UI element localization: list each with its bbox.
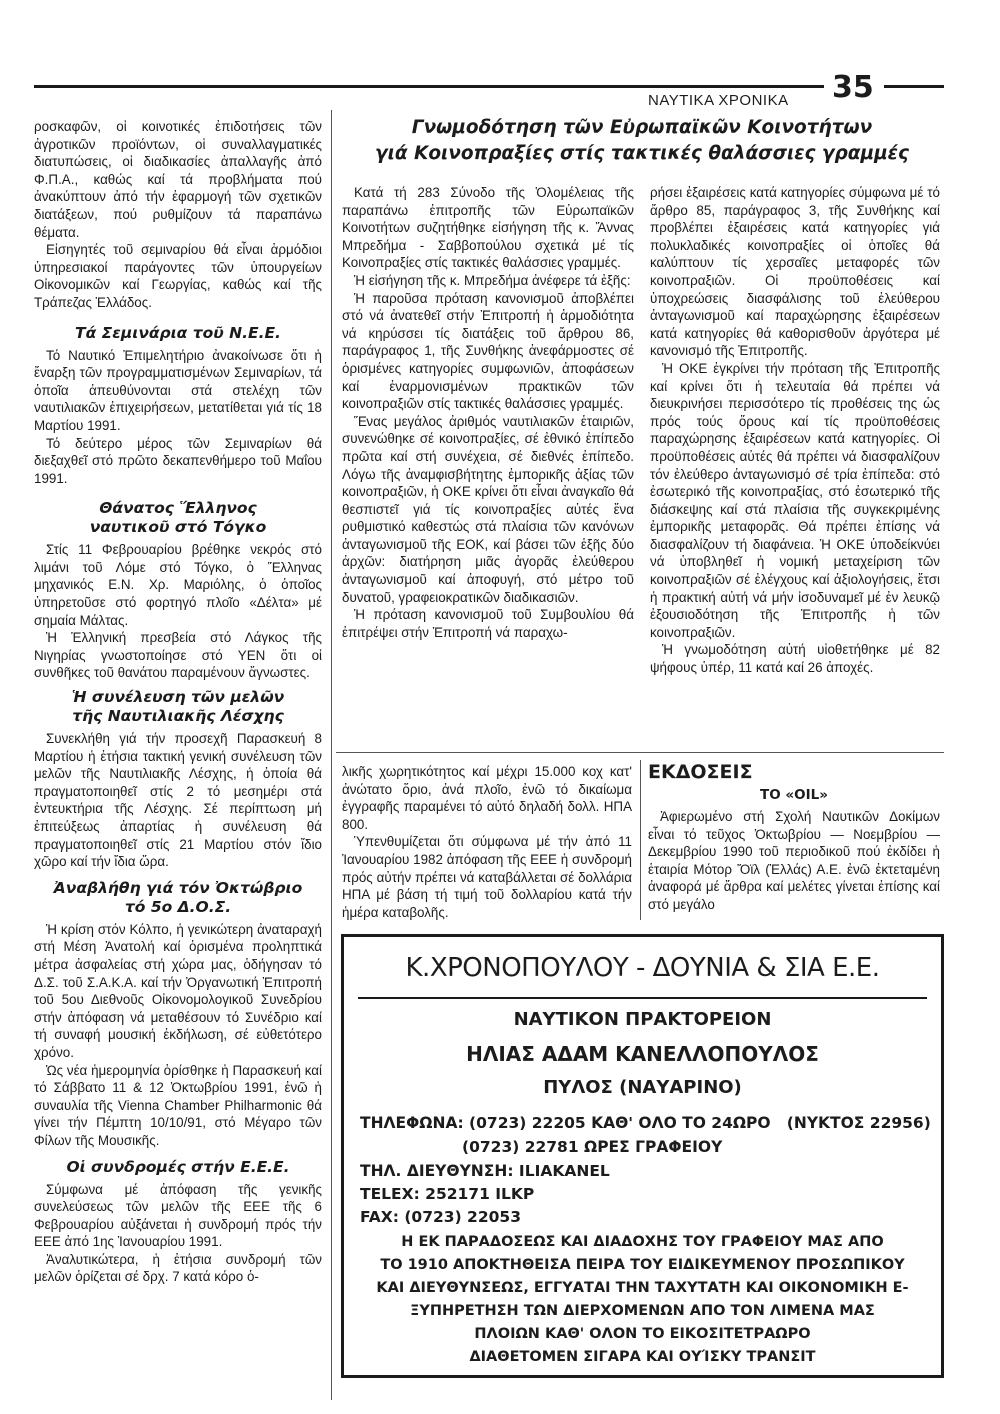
ad-agent-name: ΗΛΙΑΣ ΑΔΑΜ ΚΑΝΕΛΛΟΠΟΥΛΟΣ — [466, 1042, 819, 1066]
section-heading-seminars: Τά Σεμινάρια τοῦ Ν.Ε.Ε. — [75, 323, 281, 342]
ad-fax: FAX: (0723) 22053 — [360, 1208, 521, 1226]
page-number: 35 — [832, 70, 874, 105]
paragraph: ροσκαφῶν, οἱ κοινοτικές ἐπιδοτήσεις τῶν ἀγροτικῶν προϊόντων, οἱ συναλλαγματικές διατυπώσεις, οἱ διαδικασίες ἀπαλλαγῆς ἀπό Φ.Π.Α., καθώς καί τά προβλήματα πού ἀνακύπτουν ἀπό τήν ἐφαρμογή τῶν σχετικῶν διατάξεων, πού ρυθμίζουν τά παραπάνω θέματα. — [34, 119, 322, 240]
paragraph: λικῆς χωρητικότητος καί μέχρι 15.000 κοχ κατ' ἀνώτατο ὅριο, ἀνά πλοῖο, ἐνῶ τό δικαίωμα ἐγγραφῆς παραμένει τό αὐτό δηλαδή δολλ. ΗΠΑ 800. — [342, 764, 632, 832]
header-rule-left — [34, 85, 824, 88]
paragraph: Ἡ Ἑλληνική πρεσβεία στό Λάγκος τῆς Νιγηρίας γνωστοποίησε στό ΥΕΝ ὅτι οἱ συνθῆκες τοῦ θανάτου παραμένουν ἄγνωστες. — [34, 630, 322, 681]
section-heading-death-line2: ναυτικοῦ στό Τόγκο — [89, 518, 267, 537]
ad-text-line: ΤΟ 1910 ΑΠΟΚΤΗΘΕΙΣΑ ΠΕΙΡΑ ΤΟΥ ΕΙΔΙΚΕΥΜΕΝΟΥ ΠΡΟΣΩΠΙΚΟΥ — [380, 1257, 905, 1273]
paragraph: Ἡ πρόταση κανονισμοῦ τοῦ Συμβουλίου θά ἐπιτρέψει στήν Ἐπιτροπή νά παραχω- — [342, 607, 634, 640]
article-title-line2: γιά Κοινοπραξίες στίς τακτικές θαλάσσιες γραμμές — [375, 143, 909, 164]
article-column-2 — [342, 184, 634, 641]
ad-rule — [358, 997, 927, 999]
ad-agency: ΝΑΥΤΙΚΟΝ ΠΡΑΚΤΟΡΕΙΟΝ — [513, 1009, 772, 1030]
publications-heading: ΕΚΔΟΣΕΙΣ — [648, 761, 753, 783]
paragraph: Ἀφιερωμένο στή Σχολή Ναυτικῶν Δοκίμων εἶναι τό τεῦχος Ὀκτωβρίου — Νοεμβρίου — Δεκεμβρίου 1990 τοῦ περιοδικοῦ πού ἐκδίδει ἡ ἑταιρία Μότορ Ὄϊλ (Ἑλλάς) Α.Ε. ἐνῶ ἐκτεταμένη ἀναφορά μέ ἄρθρα καί μελέτες γίνεται ἐπίσης καί στό μεγάλο — [648, 809, 940, 912]
ad-telex: TELEX: 252171 ILKP — [360, 1185, 535, 1203]
ad-footer: ΔΙΑΘΕΤΟΜΕΝ ΣΙΓΑΡΑ ΚΑΙ ΟΥΊΣΚΥ ΤΡΑΝΣΙΤ — [469, 1349, 816, 1365]
subscriptions-continuation — [342, 763, 632, 921]
paragraph: Κατά τή 283 Σύνοδο τῆς Ὁλομέλειας τῆς παραπάνω ἐπιτροπῆς τῶν Εὐρωπαϊκῶν Κοινοτήτων συζητήθηκε εἰσήγηση τῆς κ. Ἄννας Μπρεδήμα - Σαββοπούλου σχετικά μέ τίς Κοινοπραξίες στίς τακτικές θαλάσσιες γραμμές. — [342, 185, 634, 271]
article-bottom-rule — [336, 752, 944, 753]
paragraph: Ὑπενθυμίζεται ὅτι σύμφωνα μέ τήν ἀπό 11 Ἰανουαρίου 1982 ἀπόφαση τῆς ΕΕΕ ἡ συνδρομή πρός αὐτήν πρέπει νά καταβάλλεται σέ δολλάρια ΗΠΑ μέ βάση τή τιμή τοῦ δολλαρίου κατά τήν ἡμέρα καταβολῆς. — [342, 834, 632, 920]
publications-section — [648, 760, 940, 914]
paragraph: Ἡ κρίση στόν Κόλπο, ἡ γενικώτερη ἀναταραχή στή Μέση Ἀνατολή καί ὁρισμένα προληπτικά μέτρα ἀσφαλείας στή χώρα μας, ὁδήγησαν τό Δ.Σ. τοῦ Σ.Α.Κ.Α. καί τήν Ὀργανωτική Ἐπιτροπή τοῦ 5ου Διεθνοῦς Οἰκονομολογικοῦ Συνεδρίου στήν ἀπόφαση νά μεταθέσουν τό Συνέδριο καί τή συναφή μουσική ἐκδήλωση, σέ εὐθετότερο χρόνο. — [34, 921, 322, 1060]
paragraph: Ἡ παροῦσα πρόταση κανονισμοῦ ἀποβλέπει στό νά ἀνατεθεῖ στήν Ἐπιτροπή ἡ ἁρμοδιότητα νά κηρύσσει τίς διατάξεις τοῦ ἄρθρου 86, παράγραφος 1, τῆς Συνθήκης ἀνεφάρμοστες σέ ὁρισμένες κατηγορίες συμφωνιῶν, ἀποφάσεων καί ἐναρμονισμένων πρακτικῶν τῶν κοινοπραξιῶν στίς τακτικές θαλάσσιες γραμμές. — [342, 290, 634, 412]
section-heading-subscriptions: Οἱ συνδρομές στήν Ε.Ε.Ε. — [66, 1157, 290, 1176]
column-divider — [331, 110, 332, 1400]
paragraph: Σύμφωνα μέ ἀπόφαση τῆς γενικῆς συνελεύσεως τῶν μελῶν τῆς ΕΕΕ τῆς 6 Φεβρουαρίου αὐξάνεται ἡ συνδρομή πρός τήν ΕΕΕ ἀπό 1ης Ἰανουαρίου 1991. — [34, 1181, 322, 1250]
ad-location: ΠΥΛΟΣ (ΝΑΥΑΡΙΝΟ) — [543, 1077, 742, 1098]
ad-text-line: ΚΑΙ ΔΙΕΥΘΥΝΣΕΩΣ, ΕΓΓΥΑΤΑΙ ΤΗΝ ΤΑΧΥΤΑΤΗ ΚΑΙ ΟΙΚΟΝΟΜΙΚΗ Ε- — [376, 1280, 909, 1296]
paragraph: Ἡ γνωμοδότηση αὐτή υἱοθετήθηκε μέ 82 ψήφους ὑπέρ, 11 κατά καί 26 ἀποχές. — [650, 642, 940, 676]
section-heading-assembly: Ἡ συνέλευση τῶν μελῶν — [71, 688, 285, 707]
paragraph: Εἰσηγητές τοῦ σεμιναρίου θά εἶναι ἁρμόδιοι ὑπηρεσιακοί παράγοντες τῶν ὑπουργείων Οἰκονομικῶν καί Γεωργίας, καθώς καί τῆς Τράπεζας Ἑλλάδος. — [34, 242, 322, 310]
article-title-line1: Γνωμοδότηση τῶν Εὐρωπαϊκῶν Κοινοτήτων — [411, 117, 873, 138]
paragraph: Συνεκλήθη γιά τήν προσεχῆ Παρασκευή 8 Μαρτίου ἡ ἐτήσια τακτική γενική συνέλευση τῶν μελῶν τῆς Ναυτιλιακῆς Λέσχης, ἡ ὁποία θά πραγματοποιηθεῖ στίς 2 τό μεσημέρι στά ἐντευκτήρια τῆς Λέσχης. Σέ περίπτωση μή ἐπιτεύξεως ἀπαρτίας ἡ συνέλευση θά πραγματοποιηθεῖ στίς 21 Μαρτίου στόν ἴδιο χῶρο καί τήν ἴδια ὥρα. — [34, 731, 322, 870]
paragraph: Στίς 11 Φεβρουαρίου βρέθηκε νεκρός στό λιμάνι τοῦ Λόμε στό Τόγκο, ὁ Ἕλληνας μηχανικός Ε.Ν. Χρ. Μαριόλης, ὁ ὁποῖος ὑπηρετοῦσε στό φορτηγό πλοῖο «Δέλτα» μέ σημαία Μάλτας. — [34, 542, 322, 628]
section-heading-postpone-line2: τό 5ο Δ.Ο.Σ. — [124, 897, 232, 916]
ad-phones: ΤΗΛΕΦΩΝΑ: (0723) 22205 ΚΑΘ' ΟΛΟ ΤΟ 24ΩΡΟ (ΝΥΚΤΟΣ 22956) — [360, 1114, 931, 1132]
intro-text — [34, 118, 322, 312]
publication-title: ΝΑΥΤΙΚΑ ΧΡΟΝΙΚΑ — [648, 92, 789, 109]
paragraph: Ἡ ΟΚΕ ἐγκρίνει τήν πρόταση τῆς Ἐπιτροπῆς καί κρίνει ὅτι ἡ τελευταία θά πρέπει νά διευκρινήσει περισσότερο τίς προθέσεις της ὡς πρός τούς ὅρους καί τίς προϋποθέσεις παραχώρησης ἐξαιρέσεων κατά κατηγορίες. Οἱ προϋποθέσεις αὐτές θά πρέπει νά διασφαλίζουν τόν ἐλεύθερο ἀνταγωνισμό σέ τρία ἐπίπεδα: στό ἐσωτερικό τῆς κοινοπραξίας, στό ἐσωτερικό τῆς διάσκεψης καί στά πλαίσια τῆς συγκεκριμένης ἐμπορικῆς μεταφορᾶς. Θά πρέπει ἐπίσης νά διασφαλίζουν τή διαφάνεια. Ἡ ΟΚΕ ὑποδείκνύει νά ὑποβληθεῖ ἡ νομική μεταχείριση τῶν κοινοπραξιῶν σέ ἐλέγχους καί ἀξιολογήσεις, ἔτσι ἡ πρακτική αὐτή νά μήν ἰσοδυναμεῖ μέ ἐν λευκῷ ἐξουσιοδότηση τῆς Ἐπιτροπῆς ἡ τῶν κοινοπραξιῶν. — [650, 360, 940, 640]
article-column-3 — [650, 184, 940, 677]
publications-subheading: ΤΟ «OIL» — [760, 787, 828, 803]
article-title — [340, 115, 944, 167]
ad-telegram: ΤΗΛ. ΔΙΕΥΘΥΝΣΗ: ILIAKANEL — [360, 1162, 610, 1180]
ad-text-line: ΠΛΟΙΩΝ ΚΑΘ' ΟΛΟΝ ΤΟ ΕΙΚΟΣΙΤΕΤΡΑΩΡΟ — [474, 1326, 811, 1342]
ad-company-name: Κ.ΧΡΟΝΟΠΟΥΛΟΥ - ΔΟΥΝΙΑ & ΣΙΑ Ε.Ε. — [405, 953, 880, 983]
section-heading-death: Θάνατος Ἕλληνος — [99, 499, 257, 518]
article-lower-divider — [640, 760, 641, 920]
paragraph: Ἕνας μεγάλος ἀριθμός ναυτιλιακῶν ἑταιριῶν, συνενώθηκε σέ κοινοπραξίες, σέ ἐθνικό ἐπίπεδο πρῶτα καί στή συνέχεια, σέ διεθνές ἐπίπεδο. Λόγω τῆς ἀναμφισβήτητης ἐμπορικῆς ἀξίας τῶν κοινοπραξιῶν, ἡ ΟΚΕ κρίνει ὅτι εἶναι ἀναγκαῖο θά θεσπιστεῖ γιά τίς κοινοπραξίες αὐτές ἕνα ρυθμιστικό καθεστώς στά πλαίσια τῶν κανόνων ἀνταγωνισμοῦ τῆς ΕΟΚ, καί βάσει τῶν ἑξῆς δύο ἀρχῶν: διατήρηση μιᾶς ἀγορᾶς ἐλεύθερου ἀνταγωνισμοῦ καί ἀποφυγή, στό μέτρο τοῦ δυνατοῦ, γραφειοκρατικῶν διαδικασιῶν. — [342, 413, 634, 605]
ad-office-phone: (0723) 22781 ΩΡΕΣ ΓΡΑΦΕΙΟΥ — [462, 1138, 723, 1156]
section-heading-assembly-line2: τῆς Ναυτιλιακῆς Λέσχης — [72, 707, 284, 726]
paragraph: Ὡς νέα ἡμερομηνία ὁρίσθηκε ἡ Παρασκευή καί τό Σάββατο 11 & 12 Ὀκτωβρίου 1991, ἐνῶ ἡ συναυλία τῆς Vienna Chamber Philharmonic θά γίνει τήν Πέμπτη 10/10/91, στό Μέγαρο τῶν Φίλων τῆς Μουσικῆς. — [34, 1062, 322, 1148]
ad-text-line: Η ΕΚ ΠΑΡΑΔΟΣΕΩΣ ΚΑΙ ΔΙΑΔΟΧΗΣ ΤΟΥ ΓΡΑΦΕΙΟΥ ΜΑΣ ΑΠΟ — [401, 1234, 884, 1250]
ad-text-line: ΞΥΠΗΡΕΤΗΣΗ ΤΩΝ ΔΙΕΡΧΟΜΕΝΩΝ ΑΠΟ ΤΟΝ ΛΙΜΕΝΑ ΜΑΣ — [410, 1303, 875, 1319]
advertisement-box — [341, 934, 944, 1378]
header-rule-right — [884, 85, 944, 88]
paragraph: ρήσει ἐξαιρέσεις κατά κατηγορίες σύμφωνα μέ τό ἄρθρο 85, παράγραφος 3, τῆς Συνθήκης καί προβλέπει ἐξαιρέσεις κατά κατηγορίες γιά πολυκλαδικές κοινοπραξίες οἱ ὁποῖες θά καλύπτουν τίς χερσαῖες μεταφορές τῶν κοινοπραξιῶν. Οἱ προϋποθέσεις καί ὑποχρεώσεις διασφάλισης τοῦ ἐλεύθερου ἀνταγωνισμοῦ καί παραχώρησης ἐξαιρέσεων κατά κατηγορίες θά καθορισθοῦν ἀργότερα μέ κανονισμό τῆς Ἐπιτροπῆς. — [650, 185, 940, 359]
paragraph: Ἡ εἰσήγηση τῆς κ. Μπρεδήμα ἀνέφερε τά ἑξῆς: — [354, 272, 631, 288]
paragraph: Τό δεύτερο μέρος τῶν Σεμιναρίων θά διεξαχθεῖ στό πρῶτο δεκαπενθήμερο τοῦ Μαΐου 1991. — [34, 435, 322, 486]
paragraph: Ἀναλυτικώτερα, ἡ ἐτήσια συνδρομή τῶν μελῶν ὁρίζεται σέ δρχ. 7 κατά κόρο ὁ- — [34, 1251, 322, 1285]
column-1 — [34, 118, 322, 1286]
section-heading-postpone: Ἀναβλήθη γιά τόν Ὀκτώβριο — [53, 878, 303, 897]
paragraph: Τό Ναυτικό Ἐπιμελητήριο ἀνακοίνωσε ὅτι ἡ ἔναρξη τῶν προγραμματισμένων Σεμιναρίων, τά ὁποῖα ἀπευθύνονται στά στελέχη τῶν ναυτιλιακῶν ἐπιχειρήσεων, μετατίθεται γιά τίς 18 Μαρτίου 1991. — [34, 347, 322, 433]
